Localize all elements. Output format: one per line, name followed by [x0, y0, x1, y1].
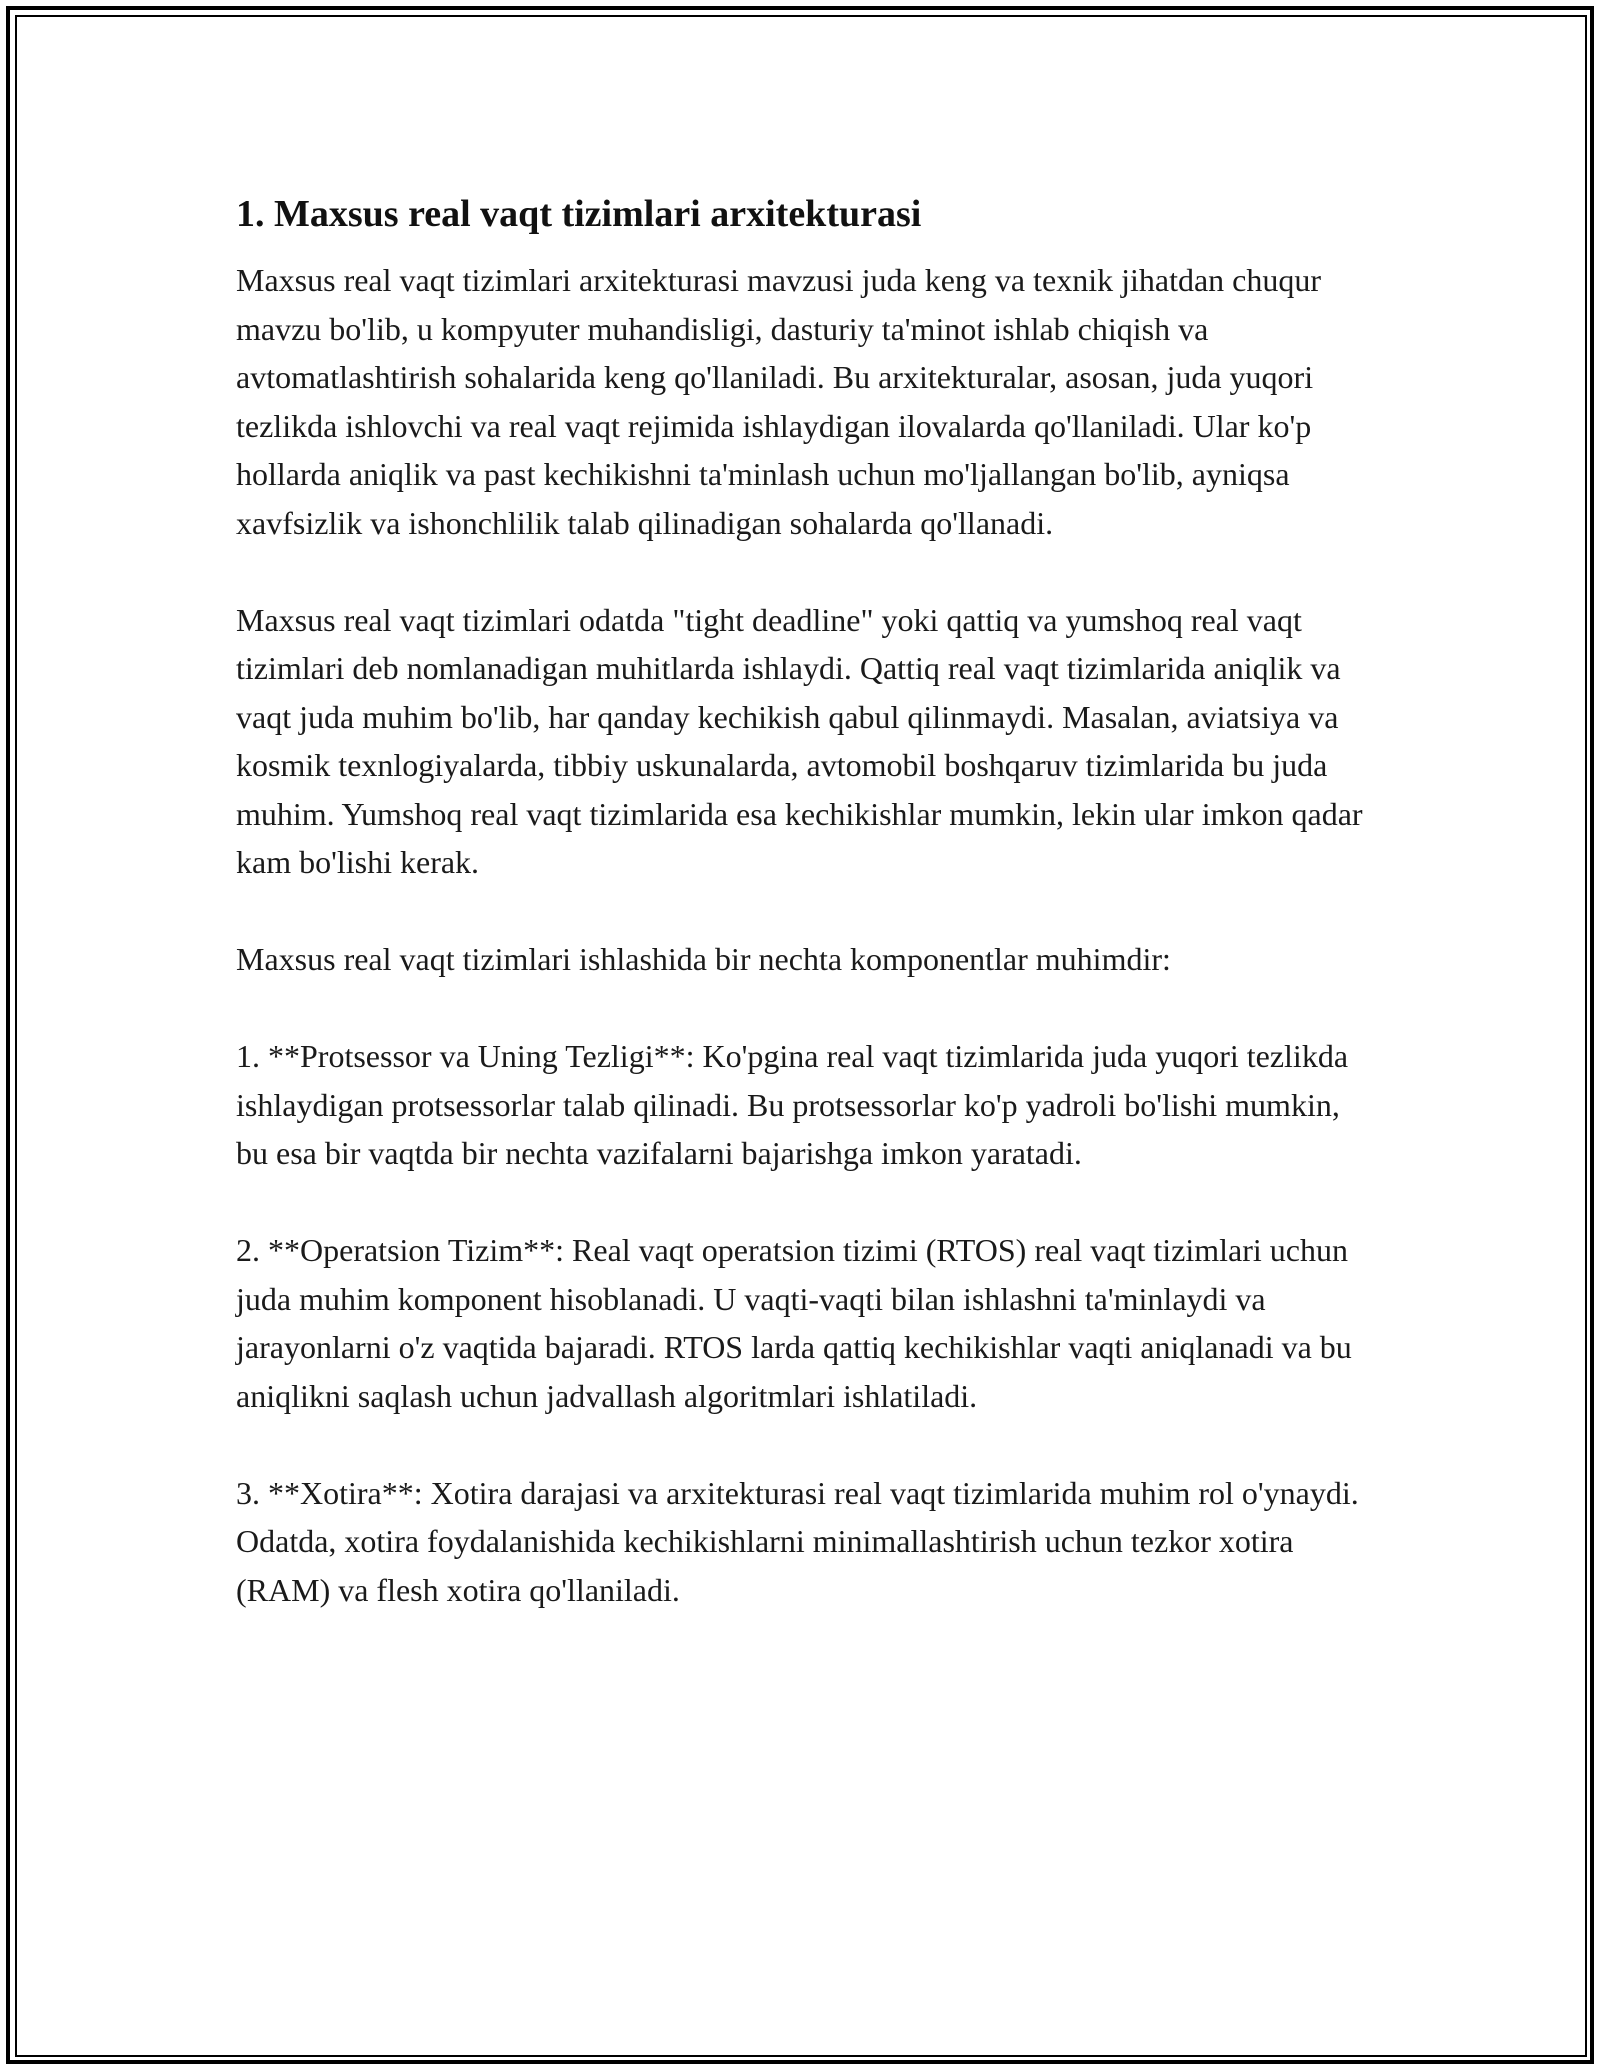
list-item-processor: 1. **Protsessor va Uning Tezligi**: Ko'pgina real vaqt tizimlarida juda yuqori tezlikda ishlaydigan protsessorlar talab qilinadi. Bu protsessorlar ko'p yadroli bo'lishi mumkin, bu esa bir vaqtda bir nechta vazifalarni bajarishga imkon yaratadi. [236, 1038, 1349, 1171]
document-body [236, 186, 1376, 1663]
paragraph-intro: Maxsus real vaqt tizimlari arxitekturasi mavzusi juda keng va texnik jihatdan chuqur mavzu bo'lib, u kompyuter muhandisligi, dasturiy ta'minot ishlab chiqish va avtomatlashtirish sohalarida keng qo'llaniladi. Bu arxitekturalar, asosan, juda yuqori tezlikda ishlovchi va real vaqt rejimida ishlaydigan ilovalarda qo'llaniladi. Ular ko'p hollarda aniqlik va past kechikishni ta'minlash uchun mo'ljallangan bo'lib, ayniqsa xavfsizlik va ishonchlilik talab qilinadigan sohalarda qo'llanadi. [236, 262, 1322, 541]
paragraph-components-lead: Maxsus real vaqt tizimlari ishlashida bir nechta komponentlar muhimdir: [236, 941, 1171, 977]
list-item-memory: 3. **Xotira**: Xotira darajasi va arxitekturasi real vaqt tizimlarida muhim rol o'ynaydi. Odatda, xotira foydalanishida kechikishlarni minimallashtirish uchun tezkor xotira (RAM) va flesh xotira qo'llaniladi. [236, 1474, 1359, 1608]
list-item-operating-system: 2. **Operatsion Tizim**: Real vaqt operatsion tizimi (RTOS) real vaqt tizimlari uchun juda muhim komponent hisoblanadi. U vaqti-vaqti bilan ishlashni ta'minlaydi va jarayonlarni o'z vaqtida bajaradi. RTOS larda qattiq kechikishlar vaqti aniqlanadi va bu aniqlikni saqlash uchun jadvallash algoritmlari ishlatiladi. [236, 1232, 1352, 1414]
paragraph-deadline-types: Maxsus real vaqt tizimlari odatda "tight deadline" yoki qattiq va yumshoq real vaqt tizimlari deb nomlanadigan muhitlarda ishlaydi. Qattiq real vaqt tizimlarida aniqlik va vaqt juda muhim bo'lib, har qanday kechikish qabul qilinmaydi. Masalan, aviatsiya va kosmik texnlogiyalarda, tibbiy uskunalarda, avtomobil boshqaruv tizimlarida bu juda muhim. Yumshoq real vaqt tizimlarida esa kechikishlar mumkin, lekin ular imkon qadar kam bo'lishi kerak. [236, 601, 1363, 880]
section-title: 1. Maxsus real vaqt tizimlari arxitekturasi [236, 193, 922, 235]
